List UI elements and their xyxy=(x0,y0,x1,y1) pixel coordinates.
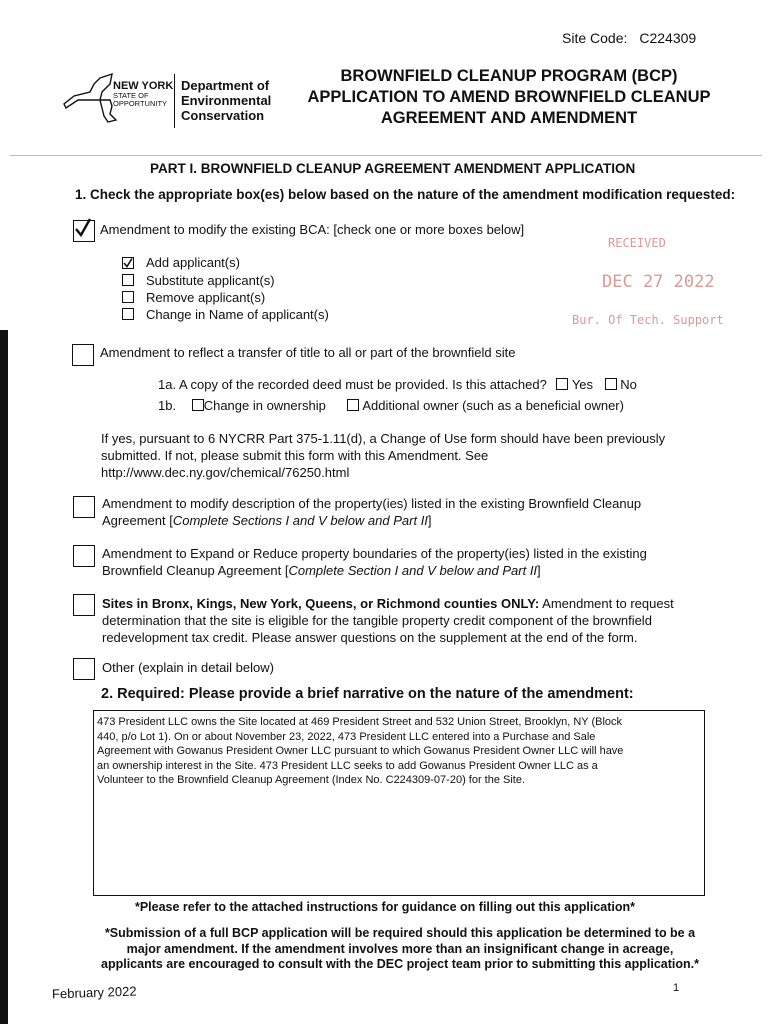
change-of-use-line2: submitted. If not, please submit this form with this Amendment. See xyxy=(101,448,489,463)
submission-line1: *Submission of a full BCP application will be required should this application be determined to be a xyxy=(104,926,696,940)
modify-description-line2c: ] xyxy=(427,513,432,528)
q1a-yes-label: Yes xyxy=(571,377,594,392)
footer-date: February 2022 xyxy=(51,983,137,1002)
q1b-prefix: 1b. xyxy=(158,398,177,413)
title-line2: APPLICATION TO AMEND BROWNFIELD CLEANUP xyxy=(307,88,711,106)
change-name-label: Change in Name of applicant(s) xyxy=(146,307,329,322)
site-code-label: Site Code: xyxy=(562,30,628,46)
transfer-title-checkbox[interactable] xyxy=(72,344,94,366)
logo-divider xyxy=(174,74,175,128)
modify-description-line2a: Agreement [ xyxy=(102,513,173,528)
title-line3: AGREEMENT AND AMENDMENT xyxy=(380,109,638,127)
stamp-received: RECEIVED xyxy=(608,236,666,250)
add-applicant-checkbox[interactable] xyxy=(122,257,134,269)
modify-description-line2b: Complete Sections I and V below and Part II xyxy=(172,513,428,528)
modify-description-text xyxy=(102,495,641,529)
page-number: 1 xyxy=(673,982,680,994)
expand-reduce-line2c: ] xyxy=(537,563,541,578)
ny-logo-opportunity: OPPORTUNITY xyxy=(113,99,168,108)
narrative-line: 440, p/o Lot 1). On or about November 23, 2022, 473 President LLC entered into a Purchase and Sale xyxy=(97,730,596,743)
expand-reduce-line2a: Brownfield Cleanup Agreement [ xyxy=(102,563,289,578)
nyc-sites-rest: Amendment to request xyxy=(539,596,674,611)
nyc-sites-line2: determination that the site is eligible for the tangible property credit component of the brownfield xyxy=(102,613,652,628)
change-of-use-line1: If yes, pursuant to 6 NYCRR Part 375-1.11(d), a Change of Use form should have been previously xyxy=(101,431,666,446)
change-of-use-link[interactable]: http://www.dec.ny.gov/chemical/76250.html xyxy=(101,465,350,480)
instructions-note: *Please refer to the attached instructions for guidance on filling out this application* xyxy=(134,900,636,914)
nyc-sites-bold: Sites in Bronx, Kings, New York, Queens, or Richmond counties ONLY: xyxy=(102,596,540,611)
dec-logo-text xyxy=(181,78,271,123)
part-heading: PART I. BROWNFIELD CLEANUP AGREEMENT AMENDMENT APPLICATION xyxy=(150,161,636,176)
expand-reduce-checkbox[interactable] xyxy=(73,545,95,567)
site-code-value: C224309 xyxy=(639,30,697,46)
q1a-no-checkbox[interactable] xyxy=(605,378,617,390)
q1a-text: 1a. A copy of the recorded deed must be provided. Is this attached? xyxy=(158,377,547,392)
transfer-title-label: Amendment to reflect a transfer of title to all or part of the brownfield site xyxy=(100,345,516,360)
dept-line3: Conservation xyxy=(181,108,265,123)
checkmark-icon xyxy=(122,257,134,269)
submission-line3: applicants are encouraged to consult with the DEC project team prior to submitting this application.* xyxy=(101,957,699,971)
question-2: 2. Required: Please provide a brief narrative on the nature of the amendment: xyxy=(101,686,634,702)
expand-reduce-line1: Amendment to Expand or Reduce property boundaries of the property(ies) listed in the existing xyxy=(102,546,647,561)
other-checkbox[interactable] xyxy=(73,658,95,680)
dept-line1: Department of xyxy=(181,78,270,93)
modify-bca-label: Amendment to modify the existing BCA: [check one or more boxes below] xyxy=(100,222,525,237)
ny-logo-main: NEW YORK xyxy=(113,80,174,92)
checkmark-icon xyxy=(72,217,94,239)
add-applicant-label: Add applicant(s) xyxy=(146,255,240,270)
substitute-applicant-checkbox[interactable] xyxy=(122,274,134,286)
q1b-row xyxy=(158,397,624,414)
q1a-row xyxy=(158,376,637,393)
q1a-no-label: No xyxy=(620,377,637,392)
remove-applicant-checkbox[interactable] xyxy=(122,291,134,303)
modify-bca-checkbox[interactable] xyxy=(73,220,95,242)
change-ownership-label: Change in ownership xyxy=(203,398,326,413)
site-code xyxy=(562,30,696,46)
narrative-line: Volunteer to the Brownfield Cleanup Agreement (Index No. C224309-07-20) for the Site. xyxy=(97,774,526,786)
submission-line2: major amendment. If the amendment involves more than an insignificant change in acreage, xyxy=(126,941,674,956)
scan-edge xyxy=(0,330,8,1024)
narrative-line: an ownership interest in the Site. 473 President LLC seeks to add Gowanus President Owner LLC as a xyxy=(97,759,598,772)
header-rule xyxy=(10,155,762,156)
title-line1: BROWNFIELD CLEANUP PROGRAM (BCP) xyxy=(340,67,678,85)
change-ownership-checkbox[interactable] xyxy=(192,399,204,411)
question-1: 1. Check the appropriate box(es) below based on the nature of the amendment modification requested: xyxy=(75,187,736,202)
dept-line2: Environmental xyxy=(181,93,272,108)
nyc-sites-line3: redevelopment tax credit. Please answer questions on the supplement at the end of the form. xyxy=(102,630,638,645)
narrative-line: 473 President LLC owns the Site located at 469 President Street and 532 Union Street, Brooklyn, NY (Block xyxy=(97,716,623,728)
change-of-use-note xyxy=(101,430,665,481)
nyc-sites-checkbox[interactable] xyxy=(73,594,95,616)
substitute-applicant-label: Substitute applicant(s) xyxy=(146,273,275,288)
ny-logo-state: STATE OF xyxy=(113,91,149,100)
narrative-text xyxy=(97,715,701,788)
remove-applicant-label: Remove applicant(s) xyxy=(146,290,266,305)
additional-owner-checkbox[interactable] xyxy=(347,399,359,411)
submission-note xyxy=(60,926,740,973)
q1a-yes-checkbox[interactable] xyxy=(556,378,568,390)
document-title xyxy=(285,66,733,129)
other-label: Other (explain in detail below) xyxy=(102,660,274,675)
ny-logo-text xyxy=(113,80,173,108)
expand-reduce-line2b: Complete Section I and V below and Part II xyxy=(288,563,538,578)
stamp-date: DEC 27 2022 xyxy=(602,272,715,292)
modify-description-line1: Amendment to modify description of the property(ies) listed in the existing Brownfield Cleanup xyxy=(102,496,642,511)
modify-description-checkbox[interactable] xyxy=(73,496,95,518)
stamp-dept: Bur. Of Tech. Support xyxy=(572,313,724,327)
nyc-sites-text xyxy=(102,595,674,646)
additional-owner-label: Additional owner (such as a beneficial owner) xyxy=(362,398,624,413)
expand-reduce-text xyxy=(102,545,647,579)
change-name-checkbox[interactable] xyxy=(122,308,134,320)
narrative-line: Agreement with Gowanus President Owner LLC pursuant to which Gowanus President Owner LLC will have xyxy=(97,745,624,757)
